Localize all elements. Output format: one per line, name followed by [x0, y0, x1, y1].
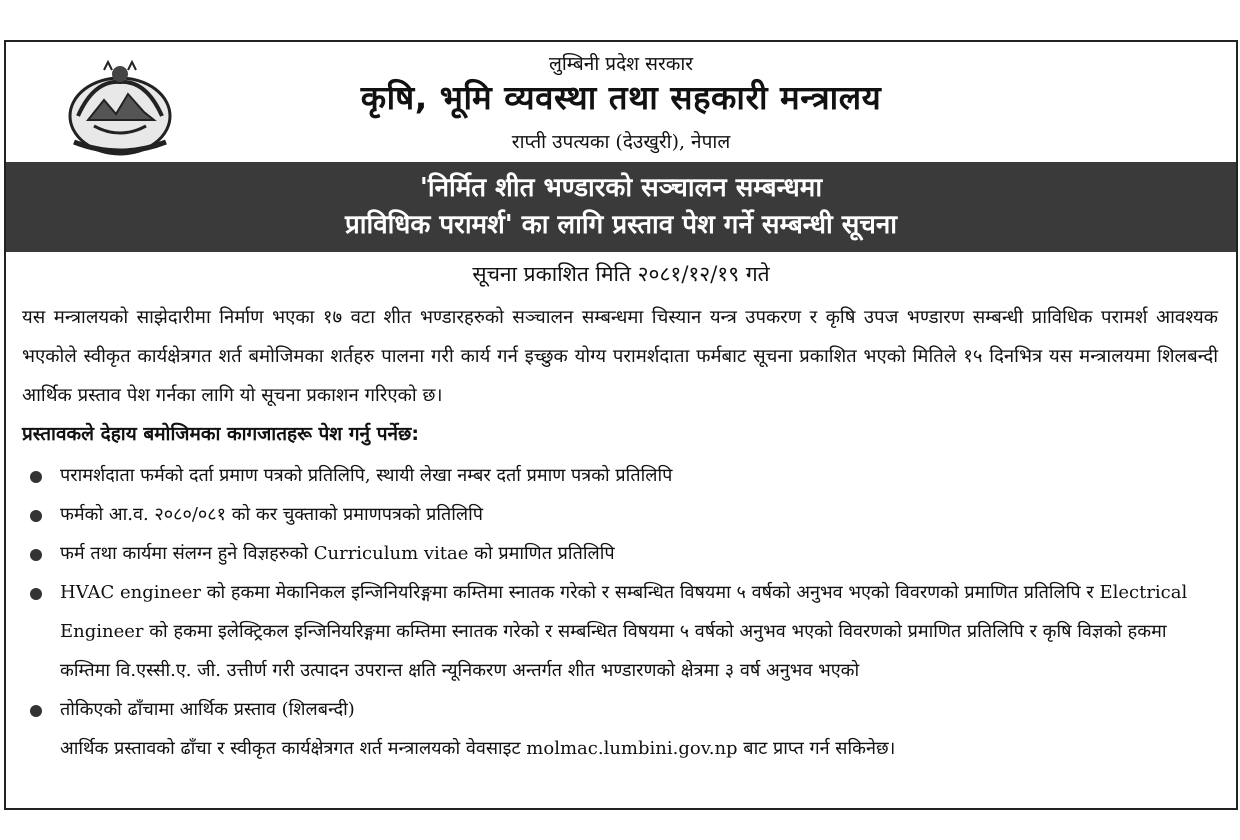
requirement-text: फर्मको आ.व. २०८०/०८१ को कर चुक्ताको प्रमाणपत्रको प्रतिलिपि — [60, 504, 484, 525]
intro-paragraph: यस मन्त्रालयको साझेदारीमा निर्माण भएका १७ वटा शीत भण्डारहरुको सञ्चालन सम्बन्धमा चिस्यान यन्त्र उपकरण र कृषि उपज भण्डारण सम्बन्धी प्राविधिक परामर्श आवश्यक भएकोले स्वीकृत कार्यक्षेत्रगत शर्त बमोजिमका शर्तहरु पालना गरी कार्य गर्न इच्छुक योग्य परामर्शदाता फर्मबाट सूचना प्रकाशित भएको मितिले १५ दिनभित्र यस मन्त्रालयमा शिलबन्दी आर्थिक प्रस्ताव पेश गर्नका लागि यो सूचना प्रकाशन गरिएको छ। — [22, 307, 1218, 406]
requirement-text: परामर्शदाता फर्मको दर्ता प्रमाण पत्रको प्रतिलिपि, स्थायी लेखा नम्बर दर्ता प्रमाण पत्रको प्रतिलिपि — [60, 465, 673, 486]
list-item — [22, 456, 1218, 495]
notice-header — [6, 42, 1236, 162]
notice-frame — [4, 40, 1238, 810]
bullet-icon — [30, 510, 42, 522]
bullet-icon — [30, 705, 42, 717]
list-item — [22, 495, 1218, 534]
requirements-heading: प्रस्तावकले देहाय बमोजिमका कागजातहरू पेश गर्नु पर्नेछ: — [22, 423, 419, 445]
list-item — [22, 534, 1218, 573]
banner-line-2: प्राविधिक परामर्श' का लागि प्रस्ताव पेश गर्ने सम्बन्धी सूचना — [344, 210, 898, 240]
closing-note: आर्थिक प्रस्तावको ढाँचा र स्वीकृत कार्यक्षेत्रगत शर्त मन्त्रालयको वेवसाइट molmac.lumbini.gov.np बाट प्राप्त गर्न सकिनेछ। — [60, 738, 896, 759]
list-item — [22, 690, 1218, 768]
bullet-icon — [30, 471, 42, 483]
bullet-icon — [30, 549, 42, 561]
banner-line-1: 'निर्मित शीत भण्डारको सञ्चालन सम्बन्धमा — [419, 173, 823, 203]
ministry-title: कृषि, भूमि व्यवस्था तथा सहकारी मन्त्रालय — [360, 78, 882, 117]
government-name: लुम्बिनी प्रदेश सरकार — [548, 53, 694, 75]
ministry-address: राप्ती उपत्यका (देउखुरी), नेपाल — [511, 131, 731, 153]
notice-title-banner — [6, 162, 1236, 252]
requirement-text: तोकिएको ढाँचामा आर्थिक प्रस्ताव (शिलबन्दी) — [60, 699, 355, 720]
requirement-text: फर्म तथा कार्यमा संलग्न हुने विज्ञहरुको Curriculum vitae को प्रमाणित प्रतिलिपि — [60, 543, 615, 564]
requirements-list — [22, 456, 1218, 768]
list-item — [22, 573, 1218, 690]
bullet-icon — [30, 588, 42, 600]
published-date: सूचना प्रकाशित मिति २०८१/१२/१९ गते — [472, 262, 770, 286]
requirement-text: HVAC engineer को हकमा मेकानिकल इन्जिनियरिङ्गमा कम्तिमा स्नातक गरेको र सम्बन्धित विषयमा ५ वर्षको अनुभव भएको विवरणको प्रमाणित प्रतिलिपि र Electrical Engineer को हकमा इलेक्ट्रिकल इन्जिनियरिङ्गमा कम्तिमा स्नातक गरेको र सम्बन्धित विषयमा ५ वर्षको अनुभव भएको विवरणको प्रमाणित प्रतिलिपि र कृषि विज्ञको हकमा कम्तिमा वि.एस्सी.ए. जी. उत्तीर्ण गरी उत्पादन उपरान्त क्षति न्यूनिकरण अन्तर्गत शीत भण्डारणको क्षेत्रमा ३ वर्ष अनुभव भएको — [60, 582, 1188, 681]
